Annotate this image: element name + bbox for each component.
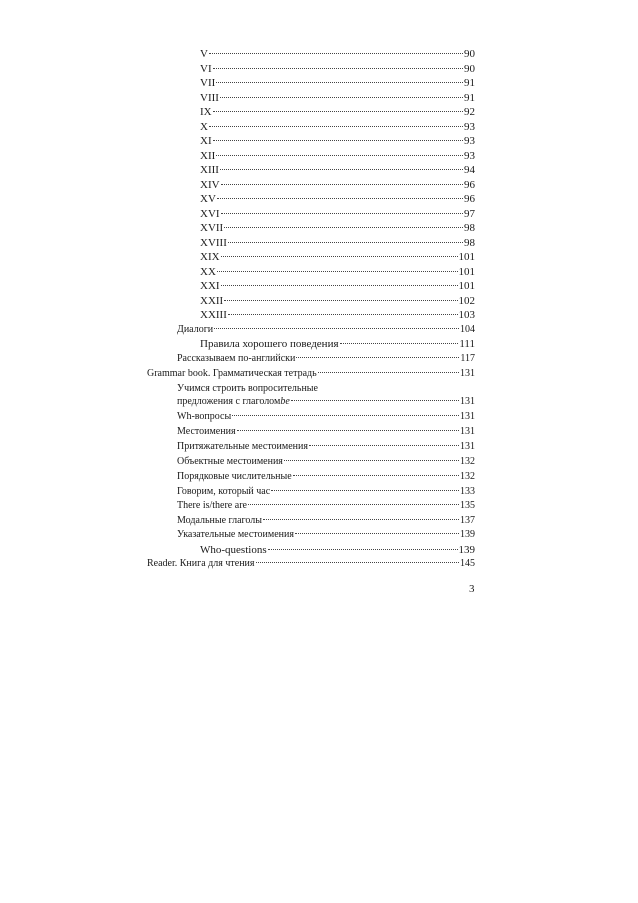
toc-entry [200, 78, 475, 89]
toc-entry-page: 103 [458, 309, 475, 321]
toc-entry-page: 91 [464, 92, 475, 104]
toc-entry-title: Объектные местоимения [177, 456, 283, 467]
toc-entry-page: 93 [464, 150, 475, 162]
dot-leader [228, 242, 463, 243]
toc-entry-page: 101 [458, 280, 475, 292]
toc-entry-page: 104 [460, 324, 475, 335]
toc-entry-title: XX [200, 266, 216, 278]
toc-entry-title: XXI [200, 280, 220, 292]
toc-entry-page: 117 [460, 353, 475, 364]
dot-leader [295, 533, 459, 534]
page-number: 3 [469, 583, 475, 595]
dot-leader [220, 97, 463, 98]
toc-entry-page: 102 [458, 295, 475, 307]
toc-entry-page: 139 [460, 529, 475, 540]
toc-entry [200, 545, 475, 556]
toc-entry-page: 101 [458, 266, 475, 278]
toc-entry [200, 165, 475, 176]
toc-entry [200, 238, 475, 249]
dot-leader [228, 314, 458, 315]
toc-entry [147, 559, 475, 569]
toc-entry-title: Притяжательные местоимения [177, 441, 308, 452]
toc-entry-title: Grammar book. Грамматическая тетрадь [147, 368, 317, 379]
toc-entry-page: 111 [459, 338, 475, 350]
toc-entry-page: 133 [460, 486, 475, 497]
toc-entry-page: 97 [464, 208, 475, 220]
toc-entry [200, 252, 475, 263]
toc-entry-title: XIII [200, 164, 219, 176]
toc-entry-title: XVII [200, 222, 224, 234]
dot-leader [221, 285, 458, 286]
toc-entry-title: XVIII [200, 237, 227, 249]
toc-entry-title: Местоимения [177, 426, 236, 437]
toc-entry [177, 325, 475, 335]
toc-entry [177, 354, 475, 364]
toc-entry [177, 442, 475, 452]
dot-leader [224, 300, 457, 301]
dot-leader [309, 445, 459, 446]
toc-entry-page: 131 [460, 441, 475, 452]
dot-leader [291, 400, 459, 401]
toc-entry [200, 281, 475, 292]
toc-entry-page: 131 [460, 411, 475, 422]
toc-entry-page: 131 [460, 396, 475, 407]
toc-entry-page: 93 [464, 135, 475, 147]
toc-entry [200, 194, 475, 205]
toc-entry-title: XXII [200, 295, 224, 307]
toc-entry-page: 139 [458, 544, 475, 556]
toc-entry-title: Who-questions [200, 544, 267, 556]
dot-leader [214, 328, 459, 329]
toc-entry-title: Рассказываем по-английски [177, 353, 296, 364]
toc-entry [177, 530, 475, 540]
toc-entry-page: 91 [464, 77, 475, 89]
toc-entry [200, 49, 475, 60]
toc-entry [177, 427, 475, 437]
dot-leader [284, 460, 459, 461]
toc-entry-title: предложения с глаголом [177, 396, 281, 407]
toc-entry-page: 145 [460, 558, 475, 569]
dot-leader [340, 343, 459, 344]
dot-leader [237, 430, 459, 431]
dot-leader [213, 140, 463, 141]
toc-entry [200, 107, 475, 118]
toc-entry [200, 267, 475, 278]
dot-leader [217, 271, 458, 272]
toc-entry [200, 310, 475, 321]
toc-entry-title: VI [200, 63, 212, 75]
toc-entry-page: 131 [460, 368, 475, 379]
toc-entry-title: XIX [200, 251, 220, 263]
dot-leader [213, 68, 463, 69]
toc-entry [200, 64, 475, 75]
toc-entry [200, 93, 475, 104]
toc-entry-page: 96 [464, 193, 475, 205]
toc-entry-title: XXIII [200, 309, 227, 321]
toc-entry-page: 92 [464, 106, 475, 118]
toc-entry [177, 472, 475, 482]
toc-entry [147, 369, 475, 379]
dot-leader [256, 562, 460, 563]
dot-leader [213, 111, 463, 112]
dot-leader [271, 490, 459, 491]
toc-entry-title: Говорим, который час [177, 486, 271, 497]
toc-entry [177, 384, 475, 394]
toc-entry-page: 98 [464, 222, 475, 234]
toc-entry-title: Wh-вопросы [177, 411, 232, 422]
toc-entry [177, 516, 475, 526]
toc-entry [200, 180, 475, 191]
toc-entry [177, 457, 475, 467]
dot-leader [221, 213, 463, 214]
toc-entry-page: 94 [464, 164, 475, 176]
toc-entry [200, 122, 475, 133]
toc-entry-page: 90 [464, 48, 475, 60]
toc-entry [177, 397, 475, 407]
toc-entry [200, 136, 475, 147]
dot-leader [232, 415, 459, 416]
toc-entry-title: XII [200, 150, 216, 162]
toc-entry-title: VII [200, 77, 216, 89]
toc-entry-title: XI [200, 135, 212, 147]
toc-entry-page: 131 [460, 426, 475, 437]
dot-leader [209, 53, 463, 54]
toc-entry-title: Правила хорошего поведения [200, 338, 339, 350]
toc-entry-title: XIV [200, 179, 220, 191]
toc-entry [200, 339, 475, 350]
dot-leader [209, 126, 463, 127]
toc-entry-title: Порядковые числительные [177, 471, 292, 482]
toc-entry [200, 223, 475, 234]
toc-entry-page: 137 [460, 515, 475, 526]
toc-entry-title: Учимся строить вопросительные [177, 383, 318, 394]
dot-leader [224, 227, 463, 228]
toc-entry-title: XVI [200, 208, 220, 220]
toc-entry-page: 101 [458, 251, 475, 263]
toc-entry-page: 135 [460, 500, 475, 511]
dot-leader [220, 169, 463, 170]
dot-leader [221, 184, 463, 185]
toc-entry-page: 132 [460, 471, 475, 482]
dot-leader [296, 357, 459, 358]
toc-entry-page: 132 [460, 456, 475, 467]
toc-entry-page: 98 [464, 237, 475, 249]
toc-entry [177, 412, 475, 422]
dot-leader [221, 256, 458, 257]
toc-entry-title-italic: be [280, 396, 290, 407]
toc-entry-title: Диалоги [177, 324, 214, 335]
dot-leader [217, 198, 463, 199]
toc-entry-page: 93 [464, 121, 475, 133]
dot-leader [216, 82, 463, 83]
dot-leader [268, 549, 458, 550]
dot-leader [263, 519, 459, 520]
toc-entry [200, 151, 475, 162]
dot-leader [216, 155, 463, 156]
toc-entry [177, 487, 475, 497]
toc-entry-title: There is/there are [177, 500, 247, 511]
toc-entry-title: V [200, 48, 208, 60]
toc-entry-page: 96 [464, 179, 475, 191]
toc-entry [200, 209, 475, 220]
dot-leader [293, 475, 459, 476]
toc-entry-title: IX [200, 106, 212, 118]
dot-leader [318, 372, 459, 373]
toc-entry-title: Модальные глаголы [177, 515, 262, 526]
toc-entry [200, 296, 475, 307]
toc-entry-title: XV [200, 193, 216, 205]
toc-entry-title: Reader. Книга для чтения [147, 558, 255, 569]
dot-leader [248, 504, 459, 505]
toc-entry-title: X [200, 121, 208, 133]
toc-entry-title: Указательные местоимения [177, 529, 294, 540]
toc-entry-page: 90 [464, 63, 475, 75]
toc-entry-title: VIII [200, 92, 219, 104]
toc-entry [177, 501, 475, 511]
